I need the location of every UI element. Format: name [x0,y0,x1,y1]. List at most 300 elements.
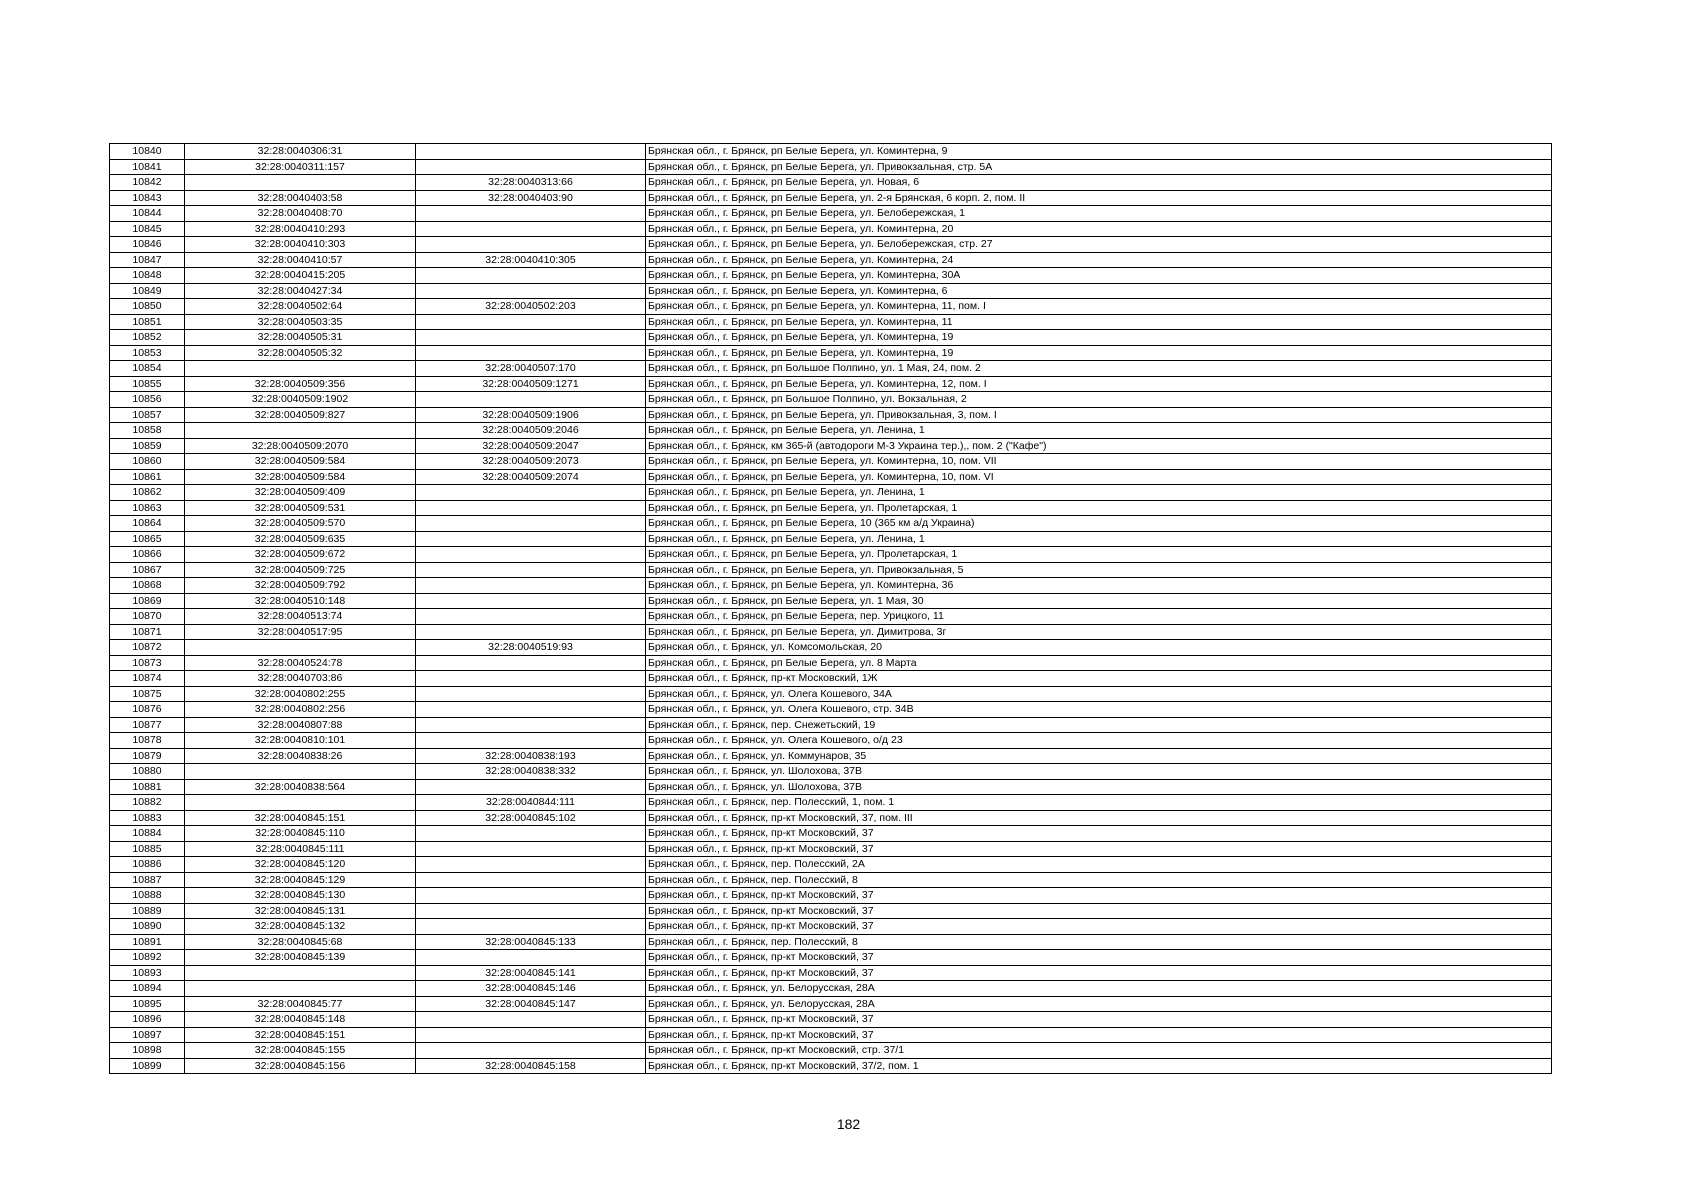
related-cadastral-number-cell [416,609,646,625]
table-row [110,702,1552,718]
cadastral-number-cell: 32:28:0040427:34 [185,283,416,299]
row-number-cell: 10861 [110,469,185,485]
table-row [110,562,1552,578]
registry-table [109,143,1552,1074]
address-cell: Брянская обл., г. Брянск, рп Большое Полпино, ул. 1 Мая, 24, пом. 2 [646,361,1552,377]
cadastral-number-cell: 32:28:0040509:635 [185,531,416,547]
row-number-cell: 10848 [110,268,185,284]
table-row [110,438,1552,454]
row-number-cell: 10899 [110,1058,185,1074]
related-cadastral-number-cell: 32:28:0040838:193 [416,748,646,764]
address-cell: Брянская обл., г. Брянск, пр-кт Московский, 37 [646,1027,1552,1043]
address-cell: Брянская обл., г. Брянск, рп Белые Берега, ул. Привокзальная, стр. 5А [646,159,1552,175]
address-cell: Брянская обл., г. Брянск, рп Белые Берега, пер. Урицкого, 11 [646,609,1552,625]
cadastral-number-cell: 32:28:0040838:26 [185,748,416,764]
related-cadastral-number-cell [416,392,646,408]
address-cell: Брянская обл., г. Брянск, рп Белые Берега, ул. Белобережская, 1 [646,206,1552,222]
table-row [110,872,1552,888]
address-cell: Брянская обл., г. Брянск, пр-кт Московский, стр. 37/1 [646,1043,1552,1059]
related-cadastral-number-cell [416,516,646,532]
row-number-cell: 10873 [110,655,185,671]
address-cell: Брянская обл., г. Брянск, рп Белые Берега, ул. Пролетарская, 1 [646,547,1552,563]
row-number-cell: 10846 [110,237,185,253]
related-cadastral-number-cell [416,779,646,795]
cadastral-number-cell: 32:28:0040403:58 [185,190,416,206]
related-cadastral-number-cell [416,686,646,702]
row-number-cell: 10850 [110,299,185,315]
related-cadastral-number-cell [416,345,646,361]
related-cadastral-number-cell [416,919,646,935]
related-cadastral-number-cell [416,717,646,733]
row-number-cell: 10855 [110,376,185,392]
row-number-cell: 10842 [110,175,185,191]
related-cadastral-number-cell [416,500,646,516]
related-cadastral-number-cell: 32:28:0040509:2047 [416,438,646,454]
table-row [110,221,1552,237]
row-number-cell: 10856 [110,392,185,408]
table-row [110,826,1552,842]
address-cell: Брянская обл., г. Брянск, рп Белые Берега, ул. Новая, 6 [646,175,1552,191]
cadastral-number-cell: 32:28:0040845:151 [185,810,416,826]
row-number-cell: 10898 [110,1043,185,1059]
address-cell: Брянская обл., г. Брянск, ул. Белорусская, 28А [646,996,1552,1012]
address-cell: Брянская обл., г. Брянск, пр-кт Московский, 37 [646,888,1552,904]
row-number-cell: 10869 [110,593,185,609]
address-cell: Брянская обл., г. Брянск, пр-кт Московский, 37, пом. III [646,810,1552,826]
table-row [110,1027,1552,1043]
cadastral-number-cell: 32:28:0040408:70 [185,206,416,222]
address-cell: Брянская обл., г. Брянск, ул. Комсомольская, 20 [646,640,1552,656]
address-cell: Брянская обл., г. Брянск, пр-кт Московский, 37/2, пом. 1 [646,1058,1552,1074]
cadastral-number-cell [185,640,416,656]
cadastral-number-cell: 32:28:0040509:672 [185,547,416,563]
related-cadastral-number-cell: 32:28:0040845:146 [416,981,646,997]
table-row [110,299,1552,315]
table-row [110,950,1552,966]
address-cell: Брянская обл., г. Брянск, рп Белые Берега, ул. Коминтерна, 6 [646,283,1552,299]
related-cadastral-number-cell: 32:28:0040410:305 [416,252,646,268]
cadastral-number-cell: 32:28:0040509:570 [185,516,416,532]
row-number-cell: 10868 [110,578,185,594]
address-cell: Брянская обл., г. Брянск, ул. Шолохова, 37В [646,779,1552,795]
row-number-cell: 10874 [110,671,185,687]
address-cell: Брянская обл., г. Брянск, ул. Белорусская, 28А [646,981,1552,997]
row-number-cell: 10867 [110,562,185,578]
address-cell: Брянская обл., г. Брянск, рп Белые Берега, ул. Привокзальная, 3, пом. I [646,407,1552,423]
cadastral-number-cell [185,361,416,377]
row-number-cell: 10880 [110,764,185,780]
related-cadastral-number-cell: 32:28:0040519:93 [416,640,646,656]
address-cell: Брянская обл., г. Брянск, пр-кт Московский, 37 [646,965,1552,981]
table-row [110,516,1552,532]
table-row [110,934,1552,950]
registry-table-body [110,144,1552,1074]
related-cadastral-number-cell: 32:28:0040838:332 [416,764,646,780]
cadastral-number-cell: 32:28:0040509:725 [185,562,416,578]
related-cadastral-number-cell: 32:28:0040845:141 [416,965,646,981]
related-cadastral-number-cell [416,283,646,299]
address-cell: Брянская обл., г. Брянск, рп Белые Берега, 10 (365 км а/д Украина) [646,516,1552,532]
row-number-cell: 10889 [110,903,185,919]
address-cell: Брянская обл., г. Брянск, пер. Снежетьский, 19 [646,717,1552,733]
cadastral-number-cell: 32:28:0040410:303 [185,237,416,253]
row-number-cell: 10885 [110,841,185,857]
cadastral-number-cell: 32:28:0040306:31 [185,144,416,160]
table-row [110,283,1552,299]
address-cell: Брянская обл., г. Брянск, рп Белые Берега, ул. Ленина, 1 [646,423,1552,439]
address-cell: Брянская обл., г. Брянск, рп Белые Берега, ул. Коминтерна, 12, пом. I [646,376,1552,392]
cadastral-number-cell: 32:28:0040845:68 [185,934,416,950]
row-number-cell: 10840 [110,144,185,160]
row-number-cell: 10877 [110,717,185,733]
cadastral-number-cell: 32:28:0040410:293 [185,221,416,237]
address-cell: Брянская обл., г. Брянск, рп Белые Берега, ул. Коминтерна, 11, пом. I [646,299,1552,315]
row-number-cell: 10887 [110,872,185,888]
cadastral-number-cell: 32:28:0040838:564 [185,779,416,795]
cadastral-number-cell: 32:28:0040845:156 [185,1058,416,1074]
row-number-cell: 10865 [110,531,185,547]
table-row [110,578,1552,594]
row-number-cell: 10854 [110,361,185,377]
table-row [110,531,1552,547]
cadastral-number-cell: 32:28:0040802:255 [185,686,416,702]
row-number-cell: 10882 [110,795,185,811]
cadastral-number-cell: 32:28:0040845:132 [185,919,416,935]
row-number-cell: 10845 [110,221,185,237]
table-row [110,330,1552,346]
row-number-cell: 10851 [110,314,185,330]
table-row [110,903,1552,919]
related-cadastral-number-cell [416,547,646,563]
row-number-cell: 10853 [110,345,185,361]
related-cadastral-number-cell [416,950,646,966]
related-cadastral-number-cell [416,314,646,330]
related-cadastral-number-cell: 32:28:0040845:158 [416,1058,646,1074]
cadastral-number-cell: 32:28:0040845:130 [185,888,416,904]
table-row [110,175,1552,191]
row-number-cell: 10871 [110,624,185,640]
table-row [110,764,1552,780]
table-row [110,500,1552,516]
table-row [110,779,1552,795]
related-cadastral-number-cell [416,624,646,640]
address-cell: Брянская обл., г. Брянск, рп Белые Берега, ул. Коминтерна, 19 [646,330,1552,346]
table-row [110,314,1552,330]
address-cell: Брянская обл., г. Брянск, рп Белые Берега, ул. Коминтерна, 30А [646,268,1552,284]
cadastral-number-cell: 32:28:0040410:57 [185,252,416,268]
cadastral-number-cell: 32:28:0040517:95 [185,624,416,640]
address-cell: Брянская обл., г. Брянск, пр-кт Московский, 37 [646,841,1552,857]
row-number-cell: 10886 [110,857,185,873]
row-number-cell: 10884 [110,826,185,842]
cadastral-number-cell: 32:28:0040513:74 [185,609,416,625]
related-cadastral-number-cell: 32:28:0040845:102 [416,810,646,826]
row-number-cell: 10895 [110,996,185,1012]
cadastral-number-cell [185,981,416,997]
related-cadastral-number-cell [416,702,646,718]
related-cadastral-number-cell [416,655,646,671]
row-number-cell: 10879 [110,748,185,764]
table-row [110,671,1552,687]
related-cadastral-number-cell: 32:28:0040509:1906 [416,407,646,423]
row-number-cell: 10881 [110,779,185,795]
address-cell: Брянская обл., г. Брянск, рп Белые Берега, ул. Ленина, 1 [646,485,1552,501]
cadastral-number-cell: 32:28:0040845:111 [185,841,416,857]
address-cell: Брянская обл., г. Брянск, рп Белые Берега, ул. Коминтерна, 10, пом. VII [646,454,1552,470]
cadastral-number-cell: 32:28:0040509:792 [185,578,416,594]
table-row [110,547,1552,563]
table-row [110,888,1552,904]
table-row [110,144,1552,160]
row-number-cell: 10847 [110,252,185,268]
related-cadastral-number-cell [416,1043,646,1059]
row-number-cell: 10890 [110,919,185,935]
row-number-cell: 10870 [110,609,185,625]
cadastral-number-cell: 32:28:0040845:131 [185,903,416,919]
address-cell: Брянская обл., г. Брянск, пер. Полесский, 8 [646,872,1552,888]
related-cadastral-number-cell [416,903,646,919]
related-cadastral-number-cell: 32:28:0040844:111 [416,795,646,811]
related-cadastral-number-cell: 32:28:0040509:2074 [416,469,646,485]
table-row [110,841,1552,857]
row-number-cell: 10891 [110,934,185,950]
cadastral-number-cell: 32:28:0040510:148 [185,593,416,609]
cadastral-number-cell: 32:28:0040845:148 [185,1012,416,1028]
row-number-cell: 10858 [110,423,185,439]
cadastral-number-cell: 32:28:0040509:409 [185,485,416,501]
row-number-cell: 10894 [110,981,185,997]
cadastral-number-cell: 32:28:0040509:531 [185,500,416,516]
cadastral-number-cell: 32:28:0040845:151 [185,1027,416,1043]
cadastral-number-cell: 32:28:0040509:2070 [185,438,416,454]
related-cadastral-number-cell [416,330,646,346]
related-cadastral-number-cell: 32:28:0040845:133 [416,934,646,950]
address-cell: Брянская обл., г. Брянск, рп Белые Берега, ул. Ленина, 1 [646,531,1552,547]
table-row [110,469,1552,485]
row-number-cell: 10872 [110,640,185,656]
related-cadastral-number-cell [416,841,646,857]
related-cadastral-number-cell [416,857,646,873]
row-number-cell: 10896 [110,1012,185,1028]
row-number-cell: 10860 [110,454,185,470]
table-row [110,996,1552,1012]
address-cell: Брянская обл., г. Брянск, рп Белые Берега, ул. 1 Мая, 30 [646,593,1552,609]
row-number-cell: 10852 [110,330,185,346]
row-number-cell: 10864 [110,516,185,532]
related-cadastral-number-cell [416,671,646,687]
table-row [110,237,1552,253]
related-cadastral-number-cell [416,562,646,578]
cadastral-number-cell: 32:28:0040509:827 [185,407,416,423]
row-number-cell: 10875 [110,686,185,702]
cadastral-number-cell: 32:28:0040509:356 [185,376,416,392]
related-cadastral-number-cell [416,888,646,904]
row-number-cell: 10876 [110,702,185,718]
related-cadastral-number-cell: 32:28:0040845:147 [416,996,646,1012]
row-number-cell: 10844 [110,206,185,222]
table-row [110,1058,1552,1074]
related-cadastral-number-cell [416,578,646,594]
cadastral-number-cell: 32:28:0040845:129 [185,872,416,888]
table-row [110,965,1552,981]
address-cell: Брянская обл., г. Брянск, ул. Олега Кошевого, стр. 34В [646,702,1552,718]
row-number-cell: 10849 [110,283,185,299]
table-row [110,190,1552,206]
table-row [110,593,1552,609]
related-cadastral-number-cell [416,531,646,547]
row-number-cell: 10892 [110,950,185,966]
table-row [110,795,1552,811]
table-row [110,376,1552,392]
row-number-cell: 10841 [110,159,185,175]
row-number-cell: 10883 [110,810,185,826]
related-cadastral-number-cell: 32:28:0040313:66 [416,175,646,191]
address-cell: Брянская обл., г. Брянск, рп Белые Берега, ул. Белобережская, стр. 27 [646,237,1552,253]
table-row [110,268,1552,284]
related-cadastral-number-cell [416,206,646,222]
cadastral-number-cell: 32:28:0040810:101 [185,733,416,749]
address-cell: Брянская обл., г. Брянск, км 365-й (автодороги М-3 Украина тер.),, пом. 2 ("Кафе") [646,438,1552,454]
cadastral-number-cell: 32:28:0040509:1902 [185,392,416,408]
address-cell: Брянская обл., г. Брянск, пр-кт Московский, 37 [646,826,1552,842]
related-cadastral-number-cell [416,144,646,160]
address-cell: Брянская обл., г. Брянск, ул. Шолохова, 37В [646,764,1552,780]
address-cell: Брянская обл., г. Брянск, пр-кт Московский, 37 [646,919,1552,935]
row-number-cell: 10859 [110,438,185,454]
address-cell: Брянская обл., г. Брянск, рп Большое Полпино, ул. Вокзальная, 2 [646,392,1552,408]
table-row [110,345,1552,361]
table-row [110,686,1552,702]
related-cadastral-number-cell [416,1027,646,1043]
cadastral-number-cell: 32:28:0040845:77 [185,996,416,1012]
address-cell: Брянская обл., г. Брянск, пр-кт Московский, 37 [646,950,1552,966]
cadastral-number-cell: 32:28:0040505:32 [185,345,416,361]
address-cell: Брянская обл., г. Брянск, рп Белые Берега, ул. Димитрова, 3г [646,624,1552,640]
cadastral-number-cell [185,175,416,191]
address-cell: Брянская обл., г. Брянск, пр-кт Московский, 37 [646,903,1552,919]
address-cell: Брянская обл., г. Брянск, рп Белые Берега, ул. Коминтерна, 10, пом. VI [646,469,1552,485]
table-row [110,857,1552,873]
address-cell: Брянская обл., г. Брянск, рп Белые Берега, ул. 2-я Брянская, 6 корп. 2, пом. II [646,190,1552,206]
table-row [110,733,1552,749]
cadastral-number-cell: 32:28:0040509:584 [185,454,416,470]
related-cadastral-number-cell [416,268,646,284]
related-cadastral-number-cell: 32:28:0040509:2073 [416,454,646,470]
address-cell: Брянская обл., г. Брянск, ул. Коммунаров, 35 [646,748,1552,764]
cadastral-number-cell: 32:28:0040845:110 [185,826,416,842]
related-cadastral-number-cell: 32:28:0040502:203 [416,299,646,315]
address-cell: Брянская обл., г. Брянск, рп Белые Берега, ул. Пролетарская, 1 [646,500,1552,516]
related-cadastral-number-cell [416,733,646,749]
row-number-cell: 10863 [110,500,185,516]
table-row [110,1043,1552,1059]
cadastral-number-cell: 32:28:0040802:256 [185,702,416,718]
table-row [110,423,1552,439]
address-cell: Брянская обл., г. Брянск, рп Белые Берега, ул. Коминтерна, 9 [646,144,1552,160]
address-cell: Брянская обл., г. Брянск, рп Белые Берега, ул. Коминтерна, 20 [646,221,1552,237]
related-cadastral-number-cell [416,593,646,609]
address-cell: Брянская обл., г. Брянск, рп Белые Берега, ул. Привокзальная, 5 [646,562,1552,578]
address-cell: Брянская обл., г. Брянск, пр-кт Московский, 1Ж [646,671,1552,687]
table-row [110,407,1552,423]
address-cell: Брянская обл., г. Брянск, пер. Полесский, 2А [646,857,1552,873]
table-row [110,919,1552,935]
cadastral-number-cell [185,764,416,780]
table-row [110,748,1552,764]
related-cadastral-number-cell [416,1012,646,1028]
address-cell: Брянская обл., г. Брянск, ул. Олега Кошевого, 34А [646,686,1552,702]
related-cadastral-number-cell: 32:28:0040403:90 [416,190,646,206]
row-number-cell: 10862 [110,485,185,501]
table-row [110,624,1552,640]
cadastral-number-cell [185,423,416,439]
related-cadastral-number-cell: 32:28:0040509:1271 [416,376,646,392]
row-number-cell: 10866 [110,547,185,563]
table-row [110,655,1552,671]
cadastral-number-cell: 32:28:0040703:86 [185,671,416,687]
table-row [110,159,1552,175]
table-row [110,485,1552,501]
address-cell: Брянская обл., г. Брянск, пер. Полесский, 1, пом. 1 [646,795,1552,811]
table-row [110,361,1552,377]
cadastral-number-cell [185,795,416,811]
cadastral-number-cell: 32:28:0040845:120 [185,857,416,873]
row-number-cell: 10893 [110,965,185,981]
cadastral-number-cell: 32:28:0040505:31 [185,330,416,346]
table-row [110,640,1552,656]
address-cell: Брянская обл., г. Брянск, пр-кт Московский, 37 [646,1012,1552,1028]
related-cadastral-number-cell [416,872,646,888]
cadastral-number-cell: 32:28:0040415:205 [185,268,416,284]
table-row [110,392,1552,408]
table-row [110,810,1552,826]
row-number-cell: 10888 [110,888,185,904]
cadastral-number-cell [185,965,416,981]
related-cadastral-number-cell [416,159,646,175]
cadastral-number-cell: 32:28:0040502:64 [185,299,416,315]
table-row [110,454,1552,470]
cadastral-number-cell: 32:28:0040509:584 [185,469,416,485]
page-number: 182 [836,1116,861,1132]
related-cadastral-number-cell [416,826,646,842]
row-number-cell: 10878 [110,733,185,749]
table-row [110,981,1552,997]
cadastral-number-cell: 32:28:0040845:155 [185,1043,416,1059]
cadastral-number-cell: 32:28:0040845:139 [185,950,416,966]
table-row [110,1012,1552,1028]
address-cell: Брянская обл., г. Брянск, рп Белые Берега, ул. Коминтерна, 36 [646,578,1552,594]
table-row [110,717,1552,733]
address-cell: Брянская обл., г. Брянск, рп Белые Берега, ул. Коминтерна, 11 [646,314,1552,330]
related-cadastral-number-cell: 32:28:0040509:2046 [416,423,646,439]
related-cadastral-number-cell [416,237,646,253]
related-cadastral-number-cell [416,485,646,501]
address-cell: Брянская обл., г. Брянск, рп Белые Берега, ул. Коминтерна, 19 [646,345,1552,361]
table-row [110,252,1552,268]
address-cell: Брянская обл., г. Брянск, рп Белые Берега, ул. Коминтерна, 24 [646,252,1552,268]
cadastral-number-cell: 32:28:0040311:157 [185,159,416,175]
cadastral-number-cell: 32:28:0040807:88 [185,717,416,733]
cadastral-number-cell: 32:28:0040503:35 [185,314,416,330]
row-number-cell: 10857 [110,407,185,423]
table-row [110,609,1552,625]
address-cell: Брянская обл., г. Брянск, рп Белые Берега, ул. 8 Марта [646,655,1552,671]
row-number-cell: 10843 [110,190,185,206]
address-cell: Брянская обл., г. Брянск, пер. Полесский, 8 [646,934,1552,950]
related-cadastral-number-cell [416,221,646,237]
table-row [110,206,1552,222]
cadastral-number-cell: 32:28:0040524:78 [185,655,416,671]
